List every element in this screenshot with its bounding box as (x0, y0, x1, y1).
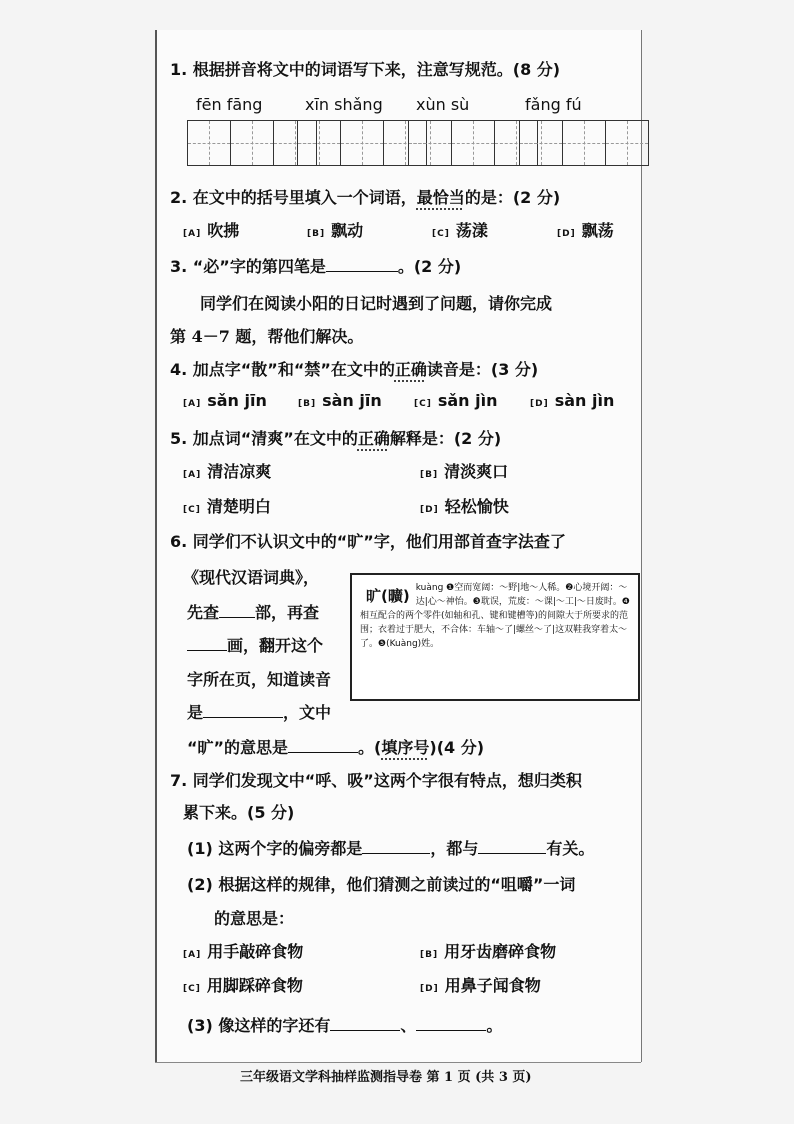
dictionary-entry-box (350, 573, 640, 701)
q1-pinyin-3: xùn sù (416, 95, 470, 114)
q7-option-b[interactable]: [B] 用牙齿磨碎食物 (420, 942, 557, 961)
q6-meaning-blank[interactable] (288, 752, 358, 753)
q1-title: 1. 根据拼音将文中的词语写下来，注意写规范。(8 分) (170, 60, 561, 79)
q6-line-3: 先查 部，再查 (187, 603, 320, 622)
q5-option-a[interactable]: [A] 清洁凉爽 (183, 462, 272, 481)
q6-strokes-blank[interactable] (187, 650, 227, 651)
dictionary-headword: 旷(曠) (366, 587, 410, 605)
q7-sub-3: (3) 像这样的字还有 、 。 (187, 1016, 503, 1035)
intro-line-1: 同学们在阅读小阳的日记时遇到了问题，请你完成 (200, 294, 553, 313)
q3-answer-blank[interactable] (326, 271, 398, 272)
q2-option-d[interactable]: [D] 飘荡 (557, 221, 614, 240)
q5-emphasis: 正确 (357, 429, 390, 448)
q7-related-blank[interactable] (478, 853, 546, 854)
q6-emphasis: 填序号 (381, 738, 430, 757)
page-footer: 三年级语文学科抽样监测指导卷 第 1 页 (共 3 页) (240, 1070, 532, 1085)
q7-sub-1: (1) 这两个字的偏旁都是 ，都与 有关。 (187, 839, 595, 858)
q4-option-c[interactable]: [C] sǎn jìn (414, 391, 498, 410)
q7-example-blank-2[interactable] (416, 1030, 486, 1031)
q7-option-d[interactable]: [D] 用鼻子闻食物 (420, 976, 541, 995)
q7-option-c[interactable]: [C] 用脚踩碎食物 (183, 976, 303, 995)
q1-pinyin-4: fǎng fú (525, 95, 582, 114)
footer-divider (155, 1062, 641, 1063)
q6-pronunciation-blank[interactable] (203, 717, 283, 718)
q6-line-2: 《现代汉语词典》， (183, 568, 320, 587)
dictionary-definition: kuàng ❶空而宽阔：～野|地～人稀。❷心境开阔：～达|心～神怡。❸耽误，荒废：～课|～工|～日废时。❹相互配合的两个零件(如轴和孔、键和键槽等)的间隙大于所要求的范围；衣着过于肥大，不合体：车轴～了|螺丝～了|这双鞋我穿着太～了。❺(Kuàng)姓。 (360, 583, 630, 649)
q6-line-4: 画，翻开这个 (187, 633, 323, 656)
q6-radical-blank[interactable] (219, 617, 255, 618)
q6-line-5: 字所在页，知道读音 (187, 670, 332, 689)
q1-pinyin-2: xīn shǎng (305, 95, 383, 114)
q2-option-b[interactable]: [B] 飘动 (307, 221, 364, 240)
q4-option-b[interactable]: [B] sàn jīn (298, 391, 382, 410)
q5-option-d[interactable]: [D] 轻松愉快 (420, 497, 509, 516)
q5-option-c[interactable]: [C] 清楚明白 (183, 497, 271, 516)
q1-pinyin-1: fēn fāng (196, 95, 263, 114)
q7-example-blank-1[interactable] (330, 1030, 400, 1031)
q4-title: 4. 加点字“散”和“禁”在文中的正确读音是：(3 分) (170, 360, 539, 379)
q7-line-1: 7. 同学们发现文中“呼、吸”这两个字很有特点，想归类积 (170, 771, 582, 790)
intro-line-2: 第 4－7 题，帮他们解决。 (170, 327, 364, 346)
q7-line-2: 累下来。(5 分) (183, 803, 295, 822)
q5-option-b[interactable]: [B] 清淡爽口 (420, 462, 509, 481)
q2-title: 2. 在文中的括号里填入一个词语，最恰当的是：(2 分) (170, 188, 561, 207)
q1-grid-4[interactable] (520, 120, 649, 166)
q7-sub-2: (2) 根据这样的规律，他们猜测之前读过的“咀嚼”一词 (187, 875, 576, 894)
q2-emphasis: 最恰当 (416, 188, 465, 207)
q6-line-7: “旷”的意思是 。(填序号)(4 分) (187, 738, 485, 757)
q6-line-6: 是 ，文中 (187, 703, 332, 722)
q5-title: 5. 加点词“清爽”在文中的正确解释是：(2 分) (170, 429, 502, 448)
q6-line-1: 6. 同学们不认识文中的“旷”字，他们用部首查字法查了 (170, 532, 566, 551)
q4-emphasis: 正确 (394, 360, 427, 379)
q7-option-a[interactable]: [A] 用手敲碎食物 (183, 942, 304, 961)
q7-radical-blank[interactable] (362, 853, 430, 854)
q2-option-a[interactable]: [A] 吹拂 (183, 221, 240, 240)
q4-option-d[interactable]: [D] sàn jìn (530, 391, 615, 410)
q4-option-a[interactable]: [A] sǎn jīn (183, 391, 267, 410)
q2-option-c[interactable]: [C] 荡漾 (432, 221, 488, 240)
q3-title: 3. “必”字的第四笔是 。(2 分) (170, 257, 462, 276)
q7-sub-2b: 的意思是： (214, 909, 295, 928)
